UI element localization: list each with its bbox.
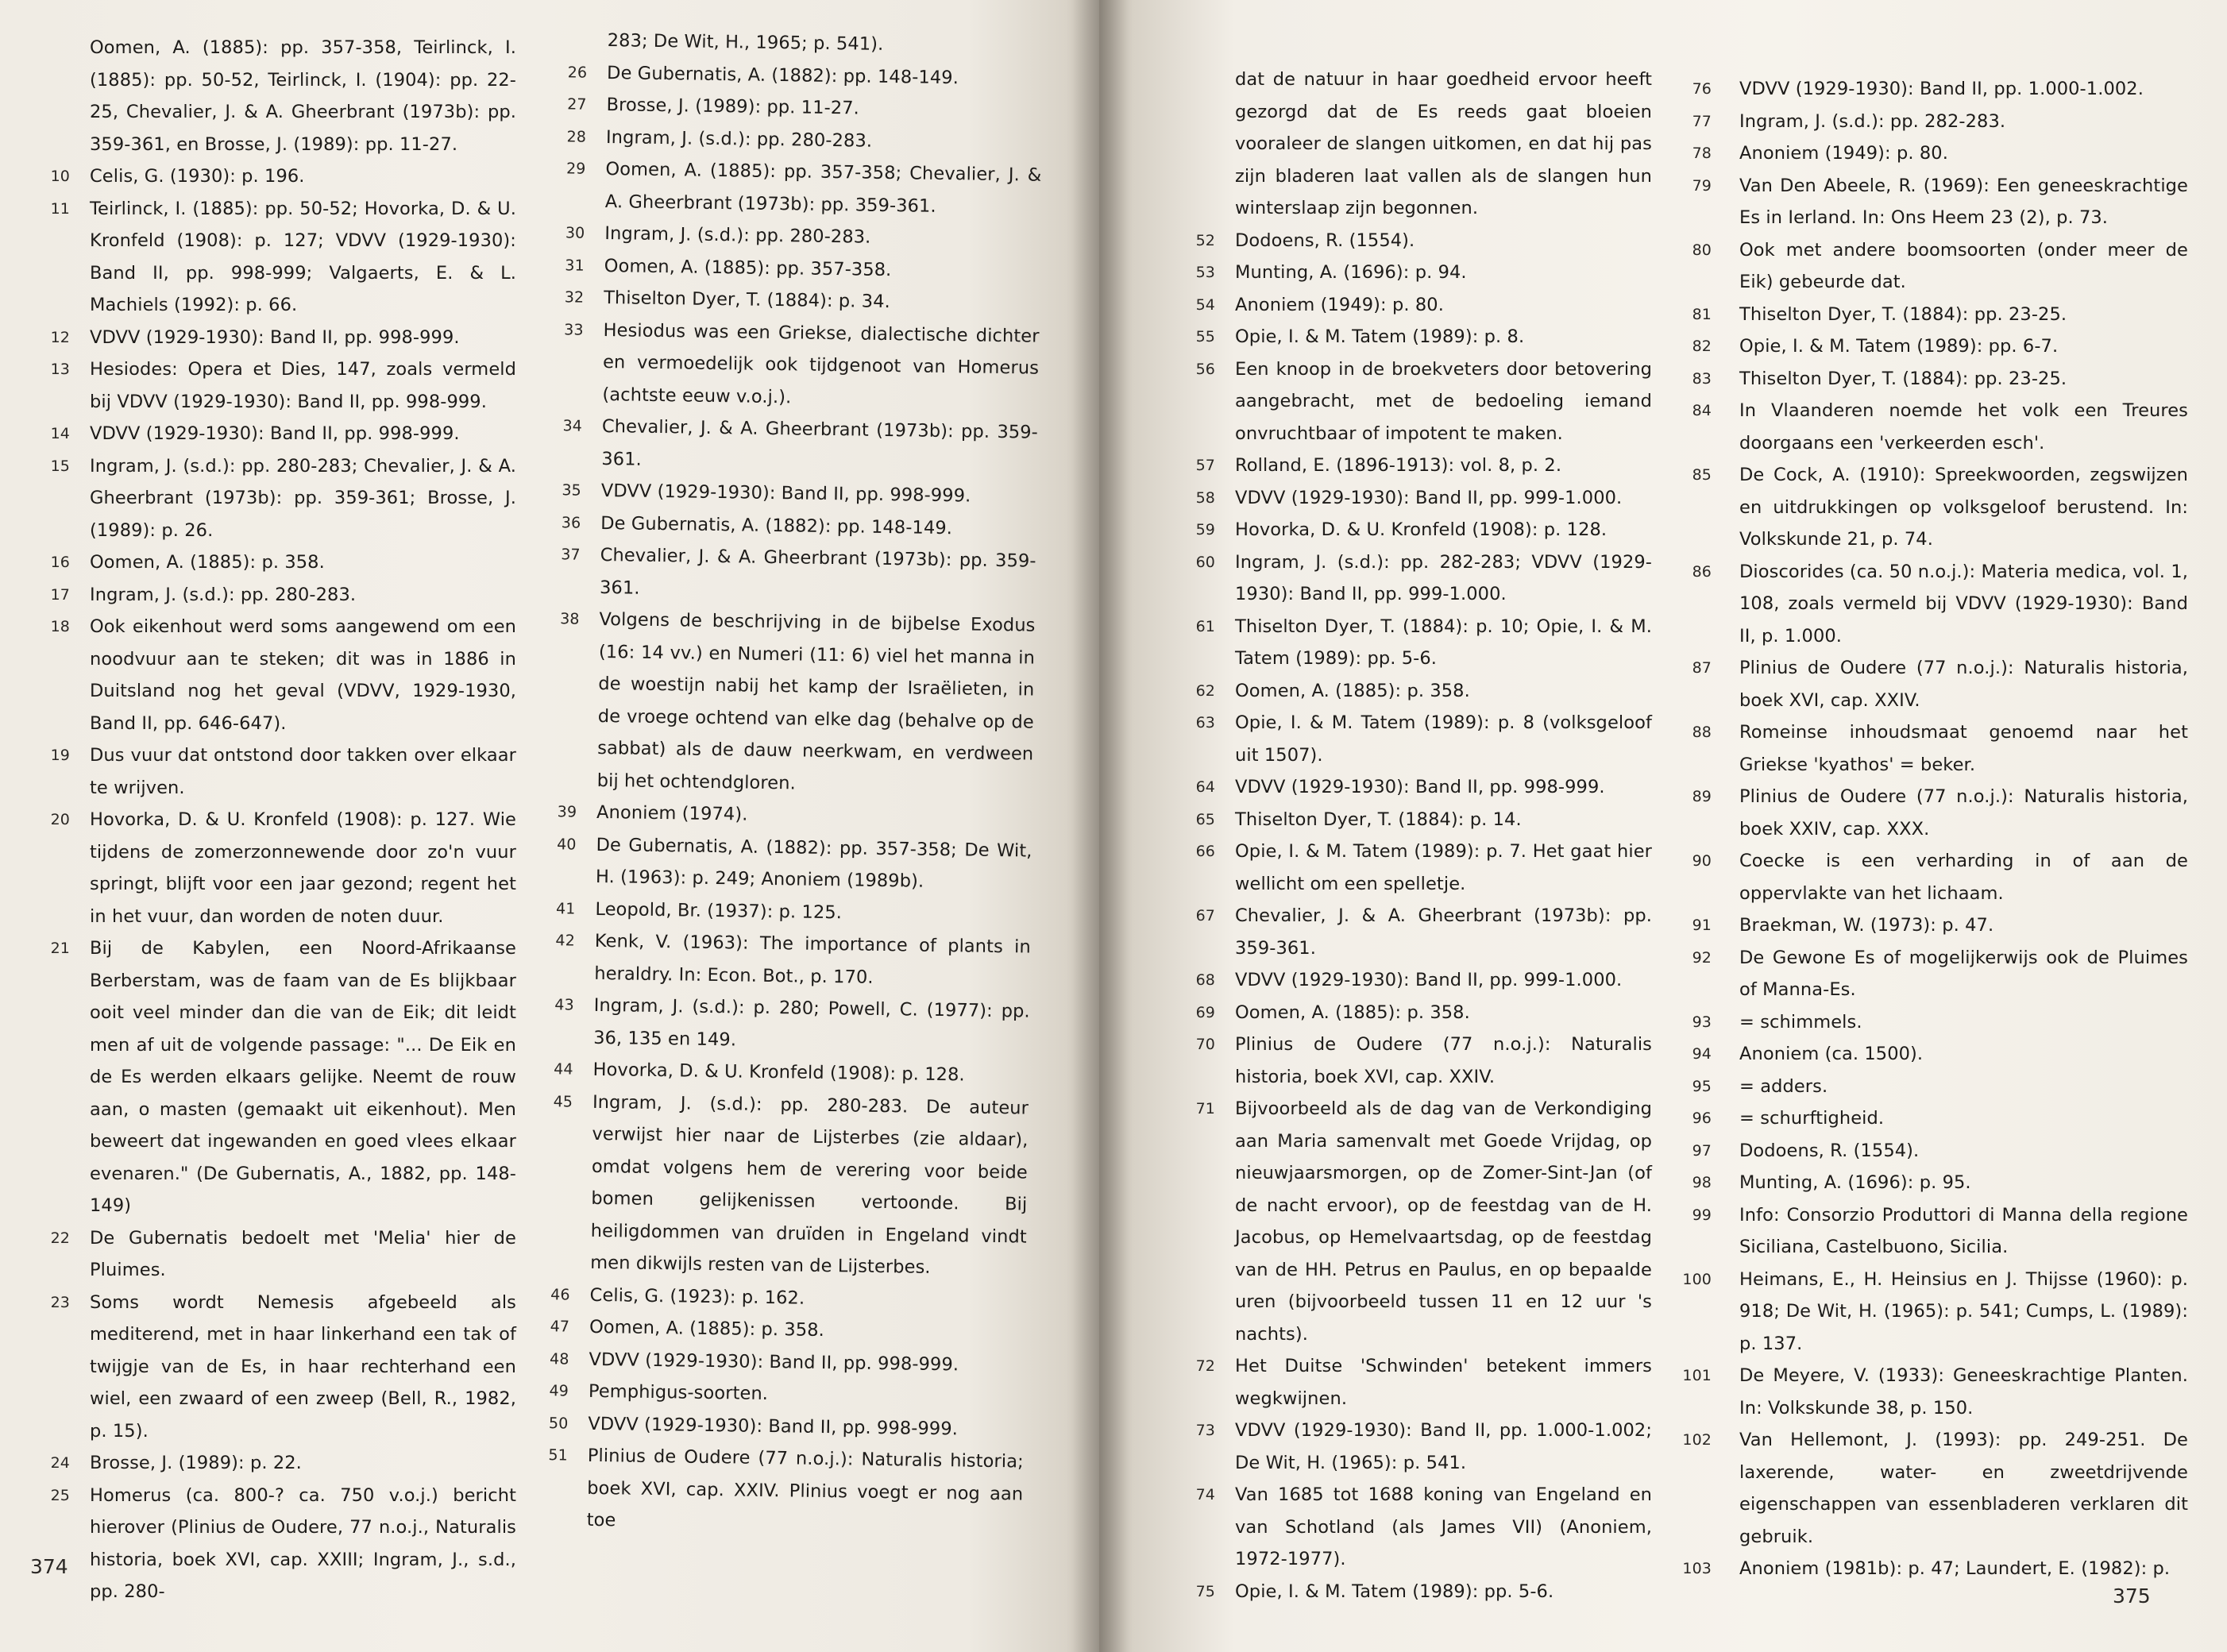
footnote-text: Munting, A. (1696): p. 95. bbox=[1739, 1172, 1971, 1193]
footnote-number: 36 bbox=[561, 513, 581, 532]
footnote-64 bbox=[1175, 771, 1652, 804]
left-page-column-2 bbox=[527, 24, 1044, 1542]
footnote-text: Van Hellemont, J. (1993): pp. 249-251. De laxerende, water- en zweetdrijvende eigenschappen van essenbladeren verklaren dit gebruik. bbox=[1739, 1430, 2188, 1547]
footnote-text: Hesiodes: Opera et Dies, 147, zoals vermeld bij VDVV (1929-1930): Band II, pp. 998-999. bbox=[90, 359, 516, 412]
footnote-text: Oomen, A. (1885): p. 358. bbox=[1235, 1002, 1470, 1023]
footnote-text: Homerus (ca. 800-? ca. 750 v.o.j.) bericht hierover (Plinius de Oudere, 77 n.o.j., Naturalis historia, boek XVI, cap. XXIII; Ingram, J., s.d., pp. 280- bbox=[90, 1484, 516, 1602]
footnote-number: 47 bbox=[550, 1318, 570, 1336]
footnote-number: 78 bbox=[1692, 145, 1712, 162]
footnote-number: 102 bbox=[1682, 1431, 1712, 1449]
footnote-text: Opie, I. & M. Tatem (1989): pp. 6-7. bbox=[1739, 336, 2059, 357]
footnote-number: 50 bbox=[548, 1414, 569, 1433]
footnote-text: Ingram, J. (s.d.): pp. 282-283; VDVV (1929-1930): Band II, pp. 999-1.000. bbox=[1235, 551, 1652, 604]
footnote-text: Oomen, A. (1885): pp. 357-358; Chevalier, J. & A. Gheerbrant (1973b): pp. 359-361. bbox=[604, 159, 1042, 217]
footnote-text: Een knoop in de broekveters door betovering aangebracht, met de bedoeling iemand onvruchtbaar of impotent te maken. bbox=[1235, 358, 1652, 444]
footnote-text: De Gewone Es of mogelijkerwijs ook de Pluimes of Manna-Es. bbox=[1739, 947, 2188, 1000]
footnote-number: 67 bbox=[1195, 907, 1215, 924]
footnote-59 bbox=[1175, 514, 1652, 546]
footnote-75 bbox=[1175, 1576, 1652, 1608]
footnote-18 bbox=[30, 611, 516, 739]
footnote-74 bbox=[1175, 1479, 1652, 1576]
footnote-number: 46 bbox=[550, 1285, 570, 1304]
footnote-text: Thiselton Dyer, T. (1884): p. 14. bbox=[1235, 809, 1522, 830]
footnote-number: 22 bbox=[50, 1229, 70, 1247]
footnote-text: Opie, I. & M. Tatem (1989): p. 8 (volksgeloof uit 1507). bbox=[1235, 712, 1652, 766]
footnote-86 bbox=[1672, 556, 2188, 653]
footnote-number: 71 bbox=[1195, 1100, 1215, 1117]
footnote-number: 87 bbox=[1692, 659, 1712, 677]
footnote-text: Ingram, J. (s.d.): p. 280; Powell, C. (1977): pp. 36, 135 en 149. bbox=[593, 994, 1030, 1050]
footnote-number: 54 bbox=[1195, 295, 1215, 314]
footnote-number: 95 bbox=[1692, 1077, 1712, 1095]
footnote-text: VDVV (1929-1930): Band II, pp. 999-1.000. bbox=[1235, 487, 1623, 508]
footnote-85 bbox=[1672, 459, 2188, 556]
footnote-text: Ingram, J. (s.d.): pp. 280-283. bbox=[90, 584, 357, 605]
footnote-16 bbox=[30, 546, 516, 579]
book-gutter bbox=[1072, 0, 1128, 1652]
footnote-89 bbox=[1672, 781, 2188, 845]
footnote-number: 68 bbox=[1195, 971, 1215, 989]
left-page-column-1 bbox=[30, 32, 516, 1608]
footnote-number: 69 bbox=[1195, 1003, 1215, 1021]
footnote-text: Anoniem (1949): p. 80. bbox=[1235, 294, 1444, 315]
footnote-98 bbox=[1672, 1167, 2188, 1199]
footnote-text: Bij de Kabylen, een Noord-Afrikaanse Berberstam, was de faam van de Es blijkbaar ooit veel minder dan die van de Eik; dit leidt men af uit de volgende passage: "... De Eik en de Es werden elkaars gelijke. Neemt de rouw aan, o masten (gemaakt uit eikenhout). Men beweert dat ingewanden en goed vlees elkaar evenaren." (De Gubernatis, A., 1882, pp. 148-149) bbox=[90, 938, 516, 1216]
footnote-text: Coecke is een verharding in of aan de oppervlakte van het lichaam. bbox=[1739, 851, 2188, 904]
footnote-text: De Gubernatis, A. (1882): pp. 148-149. bbox=[600, 512, 953, 538]
footnote-number: 98 bbox=[1692, 1174, 1712, 1191]
footnote-text: = adders. bbox=[1739, 1075, 1828, 1097]
footnote-text: Celis, G. (1930): p. 196. bbox=[90, 166, 305, 187]
footnote-number: 72 bbox=[1195, 1357, 1215, 1375]
footnote-66 bbox=[1175, 836, 1652, 900]
footnote-19 bbox=[30, 739, 516, 804]
footnote-text: Thiselton Dyer, T. (1884): p. 10; Opie, I. & M. Tatem (1989): pp. 5-6. bbox=[1235, 616, 1652, 669]
footnote-number: 19 bbox=[50, 747, 70, 764]
footnote-37 bbox=[540, 538, 1036, 610]
footnote-text: Kenk, V. (1963): The importance of plants in heraldry. In: Econ. Bot., p. 170. bbox=[594, 930, 1032, 988]
footnote-text: Pemphigus-soorten. bbox=[588, 1380, 769, 1405]
footnote-text: VDVV (1929-1930): Band II, pp. 1.000-1.002. bbox=[1739, 79, 2144, 99]
footnote-text: Heimans, E., H. Heinsius en J. Thijsse (1960): p. 918; De Wit, H. (1965): p. 541; Cumps, L. (1989): p. 137. bbox=[1739, 1268, 2188, 1354]
footnote-42 bbox=[535, 924, 1031, 996]
footnote-number: 24 bbox=[50, 1454, 70, 1472]
footnote-54 bbox=[1175, 289, 1652, 322]
footnote-number: 92 bbox=[1692, 948, 1712, 967]
footnote-99 bbox=[1672, 1199, 2188, 1264]
footnote-65 bbox=[1175, 804, 1652, 836]
footnote-61 bbox=[1175, 611, 1652, 675]
footnote-number: 33 bbox=[564, 320, 584, 339]
footnote-number: 99 bbox=[1692, 1206, 1712, 1224]
footnote-text: Brosse, J. (1989): p. 22. bbox=[90, 1453, 302, 1473]
footnote-text: Van 1685 tot 1688 koning van Engeland en van Schotland (als James VII) (Anoniem, 1972-1977). bbox=[1235, 1484, 1652, 1569]
footnote-number: 62 bbox=[1195, 681, 1215, 700]
footnote-number: 55 bbox=[1195, 328, 1215, 345]
footnote-text: De Cock, A. (1910): Spreekwoorden, zegswijzen en uitdrukkingen op volksgeloof berustend. In: Volkskunde 21, p. 74. bbox=[1739, 465, 2188, 550]
footnote-62 bbox=[1175, 675, 1652, 708]
footnote-93 bbox=[1672, 1006, 2188, 1039]
footnote-text: Plinius de Oudere (77 n.o.j.): Naturalis historia, boek XVI, cap. XXIV. bbox=[1739, 658, 2188, 711]
footnote-text: Hesiodus was een Griekse, dialectische dichter en vermoedelijk ook tijdgenoot van Homerus (achtste eeuw v.o.j.). bbox=[602, 319, 1040, 407]
footnote-text: Dus vuur dat ontstond door takken over elkaar te wrijven. bbox=[90, 745, 516, 798]
footnote-text: Ingram, J. (s.d.): pp. 280-283. bbox=[605, 126, 873, 152]
footnote-number: 39 bbox=[557, 803, 577, 821]
footnote-53 bbox=[1175, 257, 1652, 289]
footnote-number: 94 bbox=[1692, 1045, 1712, 1063]
footnote-number: 11 bbox=[50, 199, 70, 218]
footnote-number: 82 bbox=[1692, 338, 1712, 355]
footnote-text: VDVV (1929-1930): Band II, pp. 998-999. bbox=[90, 326, 460, 348]
footnote-number: 35 bbox=[562, 481, 581, 500]
footnote-95 bbox=[1672, 1071, 2188, 1103]
footnote-79 bbox=[1672, 170, 2188, 234]
footnote-76 bbox=[1672, 73, 2188, 106]
footnote-102 bbox=[1672, 1424, 2188, 1553]
footnote-number: 15 bbox=[50, 457, 70, 475]
footnote-40 bbox=[536, 828, 1032, 899]
footnote-number: 83 bbox=[1692, 369, 1712, 388]
footnote-73 bbox=[1175, 1415, 1652, 1479]
footnote-21 bbox=[30, 932, 516, 1222]
footnote-82 bbox=[1672, 330, 2188, 363]
footnote-number: 88 bbox=[1692, 724, 1712, 741]
footnote-number: 84 bbox=[1692, 402, 1712, 419]
footnote-15 bbox=[30, 450, 516, 547]
footnote-84 bbox=[1672, 395, 2188, 459]
footnote-number: 45 bbox=[553, 1092, 573, 1111]
footnote-number: 80 bbox=[1692, 241, 1712, 259]
footnote-text: VDVV (1929-1930): Band II, pp. 1.000-1.002; De Wit, H. (1965): p. 541. bbox=[1235, 1420, 1652, 1473]
footnote-63 bbox=[1175, 707, 1652, 771]
footnote-number: 64 bbox=[1195, 778, 1215, 796]
footnote-text: Hovorka, D. & U. Kronfeld (1908): p. 128. bbox=[592, 1059, 965, 1086]
footnote-number: 74 bbox=[1195, 1486, 1215, 1503]
footnote-number: 30 bbox=[565, 224, 585, 242]
footnote-number: 21 bbox=[50, 940, 70, 957]
footnote-number: 49 bbox=[549, 1382, 569, 1400]
footnote-text: VDVV (1929-1930): Band II, pp. 998-999. bbox=[588, 1413, 959, 1439]
footnote-text: Plinius de Oudere (77 n.o.j.): Naturalis historia; boek XVI, cap. XXIV. Plinius voegt er nog aan toe bbox=[586, 1445, 1024, 1531]
footnote-number: 93 bbox=[1692, 1013, 1712, 1031]
footnote-number: 48 bbox=[549, 1349, 569, 1368]
footnote-92 bbox=[1672, 942, 2188, 1006]
footnote-81 bbox=[1672, 299, 2188, 331]
footnote-number: 100 bbox=[1682, 1270, 1712, 1288]
footnote-number: 89 bbox=[1692, 788, 1712, 805]
footnote-number: 37 bbox=[561, 546, 581, 564]
footnote-text: Oomen, A. (1885): p. 358. bbox=[589, 1316, 825, 1341]
footnote-number: 17 bbox=[50, 585, 70, 604]
right-page-column-1 bbox=[1175, 64, 1652, 1608]
footnote-17 bbox=[30, 579, 516, 612]
footnote-text: Oomen, A. (1885): p. 358. bbox=[1235, 680, 1470, 701]
footnote-number: 41 bbox=[555, 899, 576, 918]
footnote-number: 101 bbox=[1682, 1367, 1712, 1384]
page-number-left: 374 bbox=[30, 1555, 68, 1578]
footnote-number bbox=[548, 24, 588, 25]
footnote-text: Plinius de Oudere (77 n.o.j.): Naturalis historia, boek XXIV, cap. XXX. bbox=[1739, 786, 2188, 840]
footnote-12 bbox=[30, 322, 516, 354]
footnote-text: Anoniem (1949): p. 80. bbox=[1739, 143, 1948, 164]
footnote-text: Teirlinck, I. (1885): pp. 50-52; Hovorka, D. & U. Kronfeld (1908): p. 127; VDVV (1929-1930): Band II, pp. 998-999; Valgaerts, E. & L. Machiels (1992): p. 66. bbox=[90, 198, 516, 315]
footnote-number: 59 bbox=[1195, 521, 1215, 538]
footnote-number: 73 bbox=[1195, 1422, 1215, 1439]
footnote-text: VDVV (1929-1930): Band II, pp. 998-999. bbox=[589, 1349, 959, 1375]
footnote-text: Info: Consorzio Produttori di Manna della regione Siciliana, Castelbuono, Sicilia. bbox=[1739, 1204, 2188, 1257]
footnote-number: 91 bbox=[1692, 917, 1712, 934]
left-page bbox=[0, 0, 1099, 1652]
footnote-57 bbox=[1175, 450, 1652, 482]
footnote-text: Braekman, W. (1973): p. 47. bbox=[1739, 915, 1994, 936]
footnote-text: Dioscorides (ca. 50 n.o.j.): Materia medica, vol. 1, 108, zoals vermeld bij VDVV (1929-1930): Band II, p. 1.000. bbox=[1739, 561, 2188, 647]
footnote-number: 20 bbox=[50, 811, 70, 828]
footnote-number: 61 bbox=[1195, 617, 1215, 635]
footnote-number: 42 bbox=[555, 932, 576, 950]
footnote-number: 86 bbox=[1692, 562, 1712, 581]
footnote-45 bbox=[531, 1085, 1029, 1285]
footnote-number: 23 bbox=[50, 1293, 70, 1311]
footnote-78 bbox=[1672, 137, 2188, 170]
footnote-text: Thiselton Dyer, T. (1884): pp. 23-25. bbox=[1739, 368, 2067, 389]
footnote-14 bbox=[30, 418, 516, 450]
footnote-20 bbox=[30, 804, 516, 932]
footnote-text: Soms wordt Nemesis afgebeeld als mediterend, met in haar linkerhand een tak of twijgje van de Es, in haar rechterhand een wiel, een zwaard of een zweep (Bell, R., 1982, p. 15). bbox=[90, 1291, 516, 1442]
footnote-number: 29 bbox=[565, 160, 586, 178]
footnote-text: Ingram, J. (s.d.): pp. 280-283; Chevalier, J. & A. Gheerbrant (1973b): pp. 359-361; Brosse, J. (1989): p. 26. bbox=[90, 455, 516, 541]
footnote-text: Plinius de Oudere (77 n.o.j.): Naturalis historia, boek XVI, cap. XXIV. bbox=[1235, 1034, 1652, 1087]
footnote-number: 32 bbox=[564, 288, 585, 307]
footnote-number: 12 bbox=[50, 328, 70, 346]
footnote-103 bbox=[1672, 1553, 2188, 1585]
footnote-text: Ook met andere boomsoorten (onder meer de Eik) gebeurde dat. bbox=[1739, 239, 2188, 292]
footnote-text: Anoniem (ca. 1500). bbox=[1739, 1044, 1924, 1064]
page-number-right: 375 bbox=[2113, 1584, 2151, 1608]
footnote-88 bbox=[1672, 716, 2188, 781]
right-page-column-2 bbox=[1672, 73, 2188, 1585]
footnote-10 bbox=[30, 160, 516, 193]
footnote-96 bbox=[1672, 1102, 2188, 1135]
footnote-number: 81 bbox=[1692, 305, 1712, 323]
footnote-number: 40 bbox=[557, 835, 577, 854]
footnote-60 bbox=[1175, 546, 1652, 611]
footnote-number: 53 bbox=[1195, 264, 1215, 281]
footnote-90 bbox=[1672, 845, 2188, 909]
footnote-text: Anoniem (1974). bbox=[596, 801, 748, 825]
footnote-33 bbox=[542, 313, 1040, 416]
footnote-text: VDVV (1929-1930): Band II, pp. 998-999. bbox=[600, 480, 971, 507]
footnote-number: 51 bbox=[548, 1446, 568, 1465]
footnote-number: 70 bbox=[1195, 1036, 1215, 1053]
footnote-text: 283; De Wit, H., 1965; p. 541). bbox=[607, 30, 884, 55]
footnote-text: Hovorka, D. & U. Kronfeld (1908): p. 128. bbox=[1235, 519, 1608, 540]
footnote-67 bbox=[1175, 900, 1652, 964]
footnote-34 bbox=[542, 410, 1038, 481]
footnote-text: Dodoens, R. (1554). bbox=[1235, 230, 1415, 251]
footnote-number: 85 bbox=[1692, 466, 1712, 484]
footnote-text: Chevalier, J. & A. Gheerbrant (1973b): pp. 359-361. bbox=[601, 415, 1039, 470]
footnote-text: VDVV (1929-1930): Band II, pp. 999-1.000. bbox=[1235, 970, 1623, 990]
footnote-number: 25 bbox=[50, 1486, 70, 1504]
footnote-71 bbox=[1175, 1093, 1652, 1350]
footnote-number: 28 bbox=[566, 127, 587, 146]
footnote-text: = schurftigheid. bbox=[1739, 1108, 1885, 1129]
footnote-number: 90 bbox=[1692, 852, 1712, 870]
footnote-number: 77 bbox=[1692, 112, 1712, 130]
footnote-24 bbox=[30, 1447, 516, 1480]
footnote-91 bbox=[1672, 909, 2188, 942]
footnote-text: dat de natuur in haar goedheid ervoor heeft gezorgd dat de Es reeds gaat bloeien vooraleer de slangen uitkomen, en dat hij pas zijn bladeren laat vallen als de slangen hun winterslaap zijn begonnen. bbox=[1235, 69, 1652, 218]
footnote-13 bbox=[30, 353, 516, 418]
footnote-text: De Gubernatis, A. (1882): pp. 148-149. bbox=[606, 62, 959, 88]
footnote-83 bbox=[1672, 363, 2188, 396]
footnote-number: 63 bbox=[1195, 714, 1215, 731]
footnote-number: 38 bbox=[559, 610, 580, 628]
footnote-22 bbox=[30, 1222, 516, 1287]
footnote-number: 44 bbox=[554, 1060, 573, 1079]
footnote-51 bbox=[527, 1439, 1024, 1542]
footnote-text: Volgens de beschrijving in de bijbelse Exodus (16: 14 vv.) en Numeri (11: 6) viel het manna in de woestijn nabij het kamp der Israëlieten, in de vroege ochtend van elke dag (behalve op de sabbat) als de dauw neerkwam, en verdween bij het ochtendgloren. bbox=[596, 608, 1036, 793]
footnote-text: Celis, G. (1923): p. 162. bbox=[589, 1284, 805, 1309]
footnote-23 bbox=[30, 1287, 516, 1448]
footnote-number: 13 bbox=[50, 361, 70, 378]
footnote-94 bbox=[1672, 1038, 2188, 1071]
footnote-100 bbox=[1672, 1264, 2188, 1361]
footnote-number: 52 bbox=[1195, 231, 1215, 249]
footnote-text: De Meyere, V. (1933): Geneeskrachtige Planten. In: Volkskunde 38, p. 150. bbox=[1739, 1365, 2188, 1418]
footnote-11 bbox=[30, 193, 516, 322]
footnote-text: Romeinse inhoudsmaat genoemd naar het Griekse 'kyathos' = beker. bbox=[1739, 722, 2188, 775]
footnote-text: Brosse, J. (1989): pp. 11-27. bbox=[606, 95, 860, 119]
footnote-number: 14 bbox=[50, 425, 70, 442]
footnote-text: Van Den Abeele, R. (1969): Een geneeskrachtige Es in Ierland. In: Ons Heem 23 (2), p. 73. bbox=[1739, 175, 2188, 228]
footnote-number: 75 bbox=[1195, 1582, 1215, 1600]
footnote-text: Anoniem (1981b): p. 47; Laundert, E. (1982): p. bbox=[1739, 1558, 2171, 1579]
footnote-87 bbox=[1672, 652, 2188, 716]
footnote-55 bbox=[1175, 321, 1652, 353]
footnote-number: 56 bbox=[1195, 360, 1215, 378]
footnote-text: Leopold, Br. (1937): p. 125. bbox=[595, 898, 843, 923]
footnote-number: 96 bbox=[1692, 1110, 1712, 1127]
footnote-number: 27 bbox=[567, 95, 587, 114]
footnote-number: 16 bbox=[50, 554, 70, 571]
footnote-52 bbox=[1175, 225, 1652, 257]
footnote-text: Opie, I. & M. Tatem (1989): pp. 5-6. bbox=[1235, 1581, 1554, 1602]
footnote-text: Thiselton Dyer, T. (1884): pp. 23-25. bbox=[1739, 303, 2067, 325]
footnote-text: De Gubernatis, A. (1882): pp. 357-358; De Wit, H. (1963): p. 249; Anoniem (1989b). bbox=[595, 834, 1032, 892]
footnote-text: Thiselton Dyer, T. (1884): p. 34. bbox=[604, 288, 891, 313]
footnote-number: 34 bbox=[562, 417, 583, 435]
footnote-text: Chevalier, J. & A. Gheerbrant (1973b): pp. 359-361. bbox=[599, 544, 1036, 599]
footnote-69 bbox=[1175, 997, 1652, 1029]
footnote-58 bbox=[1175, 482, 1652, 515]
footnote-72 bbox=[1175, 1350, 1652, 1415]
footnote-number: 60 bbox=[1195, 553, 1215, 571]
footnote-text: De Gubernatis bedoelt met 'Melia' hier de Pluimes. bbox=[90, 1227, 516, 1280]
footnote-29 bbox=[546, 152, 1042, 224]
footnote-80 bbox=[1672, 234, 2188, 299]
footnote-number: 58 bbox=[1195, 488, 1215, 507]
footnote-97 bbox=[1672, 1135, 2188, 1168]
footnote-70 bbox=[1175, 1029, 1652, 1093]
footnote-text: Opie, I. & M. Tatem (1989): p. 7. Het gaat hier wellicht om een spelletje. bbox=[1235, 841, 1652, 894]
footnote-text: Oomen, A. (1885): p. 358. bbox=[90, 552, 325, 573]
footnote-text: Hovorka, D. & U. Kronfeld (1908): p. 127. Wie tijdens de zomerzonnewende door zo'n vuur springt, blijft voor een jaar gezond; regent het in het vuur, dan worden de noten duur. bbox=[90, 809, 516, 927]
footnote-text: In Vlaanderen noemde het volk een Treures doorgaans een 'verkeerden esch'. bbox=[1739, 400, 2188, 454]
footnote-56 bbox=[1175, 353, 1652, 450]
footnote-text: Opie, I. & M. Tatem (1989): p. 8. bbox=[1235, 326, 1525, 347]
footnote-text: Ingram, J. (s.d.): pp. 280-283. bbox=[604, 223, 871, 248]
footnote-text: = schimmels. bbox=[1739, 1011, 1862, 1032]
footnote-continuation bbox=[30, 32, 516, 160]
footnote-text: VDVV (1929-1930): Band II, pp. 998-999. bbox=[90, 423, 460, 444]
footnote-number: 79 bbox=[1692, 176, 1712, 195]
footnote-101 bbox=[1672, 1360, 2188, 1424]
footnote-text: Ingram, J. (s.d.): pp. 280-283. De auteur verwijst hier naar de Lijsterbes (zie aldaar), omdat volgens hem de verering voor beide bomen gelijkenissen vertoonde. Bij heiligdommen van druïden in Engeland vindt men dikwijls resten van de Lijsterbes. bbox=[590, 1091, 1029, 1278]
footnote-43 bbox=[534, 989, 1030, 1060]
footnote-number: 43 bbox=[554, 996, 574, 1014]
footnote-number: 103 bbox=[1682, 1560, 1712, 1577]
footnote-text: Chevalier, J. & A. Gheerbrant (1973b): pp. 359-361. bbox=[1235, 905, 1652, 959]
footnote-number: 31 bbox=[565, 256, 585, 275]
footnote-text: Ook eikenhout werd soms aangewend om een noodvuur aan te steken; dit was in 1886 in Duitsland nog het geval (VDVV, 1929-1930, Band II, pp. 646-647). bbox=[90, 616, 516, 734]
right-page bbox=[1099, 0, 2227, 1652]
footnote-text: Rolland, E. (1896-1913): vol. 8, p. 2. bbox=[1235, 455, 1562, 476]
footnote-text: Dodoens, R. (1554). bbox=[1739, 1140, 1920, 1161]
footnote-text: Ingram, J. (s.d.): pp. 282-283. bbox=[1739, 110, 2006, 132]
footnote-number: 57 bbox=[1195, 457, 1215, 474]
footnote-number: 65 bbox=[1195, 810, 1215, 828]
footnote-text: Oomen, A. (1885): pp. 357-358, Teirlinck, I. (1885): pp. 50-52, Teirlinck, I. (1904): pp. 22-25, Chevalier, J. & A. Gheerbrant (1973b): pp. 359-361, en Brosse, J. (1989): pp. 11-27. bbox=[90, 37, 516, 155]
footnote-77 bbox=[1672, 106, 2188, 138]
footnote-text: Het Duitse 'Schwinden' betekent immers wegkwijnen. bbox=[1235, 1356, 1652, 1409]
footnote-number: 10 bbox=[50, 168, 70, 185]
footnote-text: Munting, A. (1696): p. 94. bbox=[1235, 262, 1467, 283]
footnote-number: 97 bbox=[1692, 1141, 1712, 1160]
footnote-25 bbox=[30, 1480, 516, 1608]
footnote-continuation bbox=[1175, 64, 1652, 225]
footnote-68 bbox=[1175, 964, 1652, 997]
footnote-text: Oomen, A. (1885): pp. 357-358. bbox=[604, 255, 892, 280]
footnote-number: 18 bbox=[50, 618, 70, 635]
footnote-number: 66 bbox=[1195, 843, 1215, 860]
footnote-number: 26 bbox=[567, 63, 588, 82]
footnote-number: 76 bbox=[1692, 80, 1712, 98]
footnote-text: VDVV (1929-1930): Band II, pp. 998-999. bbox=[1235, 777, 1605, 797]
footnote-text: Bijvoorbeeld als de dag van de Verkondiging aan Maria samenvalt met Goede Vrijdag, op nieuwjaarsmorgen, op de Zomer-Sint-Jan (of de nacht ervoor), op de feestdag van de H. Jacobus, op Hemelvaartsdag, op de feestdag van de HH. Petrus en Paulus, en op bepaalde uren (bijvoorbeeld tussen 11 en 12 uur 's nachts). bbox=[1235, 1098, 1652, 1345]
footnote-38 bbox=[537, 603, 1035, 803]
